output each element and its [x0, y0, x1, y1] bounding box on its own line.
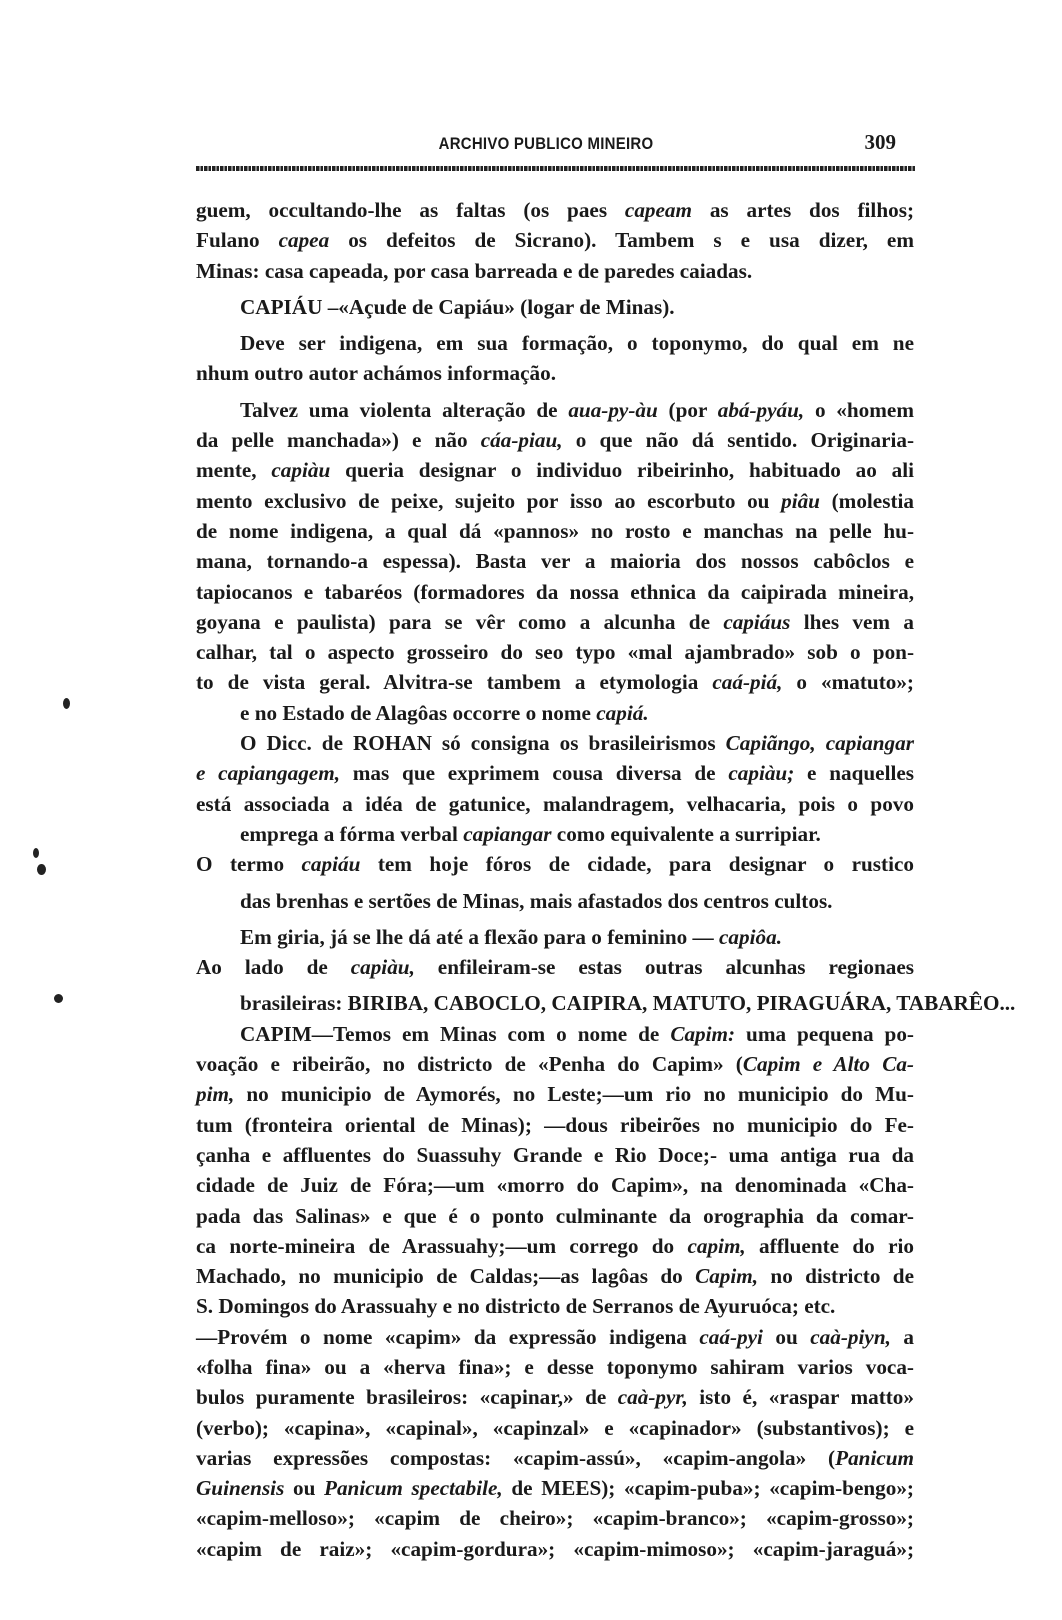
text-run: Em giria, já se lhe dá até a flexão para o feminino —: [240, 924, 720, 949]
text-run: de nome indigena, a qual dá «pannos» no rosto e manchas na pelle hu-: [196, 518, 914, 543]
text-line: [196, 328, 914, 358]
text-run: Minas: casa capeada, por casa barreada e de paredes caiadas.: [196, 258, 753, 283]
text-run: brasileiras: BIRIBA, CABOCLO, CAIPIRA, MATUTO, PIRAGUÁRA, TABARÊO...: [240, 991, 1016, 1016]
text-run: guem, occultando-lhe as faltas (os paes: [196, 198, 625, 222]
page-header: [196, 130, 896, 160]
text-line: [196, 395, 914, 425]
text-run: nhum outro autor achámos informação.: [196, 361, 557, 386]
italic-term: capiáu: [301, 852, 361, 877]
text-run: bulos puramente brasileiros: «capinar,» de: [196, 1385, 618, 1410]
italic-term: caà-pyr,: [617, 1385, 688, 1410]
text-run: os defeitos de Sicrano). Tambem s e usa dizer, em: [329, 228, 914, 253]
text-run: CAPIÁU –«Açude de Capiáu» (logar de Minas).: [240, 294, 675, 319]
text-line: [196, 728, 914, 758]
text-run: ca norte-mineira de Arassuahy;—um corrego do: [196, 1233, 688, 1258]
italic-term: caà-piyn,: [810, 1324, 891, 1349]
text-line: [196, 698, 914, 728]
text-run: Machado, no municipio de Caldas;—as lagôas do: [196, 1264, 696, 1289]
text-line: [196, 1352, 914, 1382]
text-line: [196, 1443, 914, 1473]
text-run: lhes vem a: [790, 609, 914, 634]
text-line: [196, 1413, 914, 1443]
text-run: Deve ser indigena, em sua formação, o toponymo, do qual em ne: [240, 331, 914, 356]
text-line: [196, 425, 914, 455]
text-line: [196, 988, 1016, 1018]
text-run: goyana e paulista) para se vêr como a alcunha de: [196, 609, 724, 634]
text-run: Talvez uma violenta alteração de: [240, 397, 569, 422]
text-run: çanha e affluentes do Suassuhy Grande e Rio Doce;- uma antiga rua da: [196, 1142, 914, 1167]
text-line: [196, 1291, 914, 1321]
text-run: ou: [762, 1324, 811, 1349]
text-run: «capim de raiz»; «capim-gordura»; «capim-mimoso»; «capim-jaraguá»;: [196, 1536, 914, 1561]
text-run: (verbo); «capina», «capinal», «capinzal» e «capinador» (substantivos); e: [196, 1415, 914, 1440]
text-line: [196, 1322, 914, 1352]
text-line: [196, 1110, 914, 1140]
text-line: [196, 1140, 914, 1170]
italic-term: piâu: [781, 488, 820, 513]
text-line: [196, 1231, 914, 1261]
text-run: enfileiram-se estas outras alcunhas regionaes: [414, 955, 914, 980]
text-line: [196, 1503, 914, 1533]
text-run: como equivalente a surripiar.: [551, 821, 821, 846]
text-run: (por: [657, 397, 718, 422]
text-line: [196, 1261, 914, 1291]
text-line: [196, 607, 914, 637]
text-line: [196, 1534, 914, 1564]
text-line: [196, 1049, 914, 1079]
text-line: [196, 886, 914, 916]
text-run: cidade de Juiz de Fóra;—um «morro do Capim», na denominada «Cha-: [196, 1173, 914, 1198]
text-run: o «matuto»;: [782, 670, 914, 695]
margin-mark: [54, 994, 63, 1003]
text-run: ou: [284, 1476, 324, 1501]
text-run: isto é, «raspar matto»: [687, 1385, 914, 1410]
italic-term: Capim,: [695, 1264, 759, 1289]
text-line: [196, 195, 914, 225]
text-run: e naquelles: [794, 761, 914, 786]
italic-term: capiáus: [723, 609, 791, 634]
text-line: [196, 256, 914, 286]
italic-term: abá-pyáu,: [717, 397, 805, 422]
text-run: varias expressões compostas: «capim-assú», «capim-angola» (: [196, 1445, 836, 1470]
italic-term: capim,: [687, 1233, 746, 1258]
text-run: CAPIM—Temos em Minas com o nome de: [240, 1021, 671, 1046]
text-run: mana, tornando-a espessa). Basta ver a maioria dos nossos cabôclos e: [196, 549, 914, 574]
text-run: mas que exprimem cousa diversa de: [340, 761, 729, 786]
text-run: queria designar o individuo ribeirinho, habituado ao ali: [330, 458, 914, 483]
italic-term: capiàu: [271, 458, 331, 483]
text-line: [196, 637, 914, 667]
text-run: as artes dos filhos;: [692, 198, 914, 222]
text-run: to de vista geral. Alvitra-se tambem a etymologia: [196, 670, 713, 695]
text-run: calhar, tal o aspecto grosseiro do seo typo «mal ajambrado» sob o pon-: [196, 640, 914, 665]
text-run: «folha fina» ou a «herva fina»; e desse toponymo sahiram varios voca-: [196, 1354, 914, 1379]
text-line: [196, 789, 914, 819]
page-number: 309: [864, 130, 896, 154]
header-rule: [196, 166, 916, 171]
text-line: [196, 758, 914, 788]
text-line: [196, 455, 914, 485]
text-run: (molestia: [819, 488, 914, 513]
margin-mark: [63, 698, 70, 709]
text-line: [196, 1201, 914, 1231]
text-line: [196, 577, 914, 607]
italic-term: capeam: [624, 198, 692, 222]
text-line: [196, 819, 914, 849]
text-run: —Provém o nome «capim» da expressão indigena: [196, 1324, 700, 1349]
margin-mark: [37, 864, 46, 875]
italic-term: capiá.: [596, 700, 649, 725]
text-line: [196, 1473, 914, 1503]
italic-term: capiàu;: [728, 761, 795, 786]
body-text: [196, 195, 1016, 1564]
italic-term: Panicum spectabile,: [324, 1476, 503, 1501]
text-line: [196, 922, 914, 952]
text-run: mente,: [196, 458, 272, 483]
italic-term: capiangar: [463, 821, 552, 846]
text-run: mento exclusivo de peixe, sujeito por isso ao escorbuto ou: [196, 488, 782, 513]
text-line: [196, 516, 914, 546]
running-title: ARCHIVO PUBLICO MINEIRO: [438, 134, 654, 153]
text-run: no municipio de Aymorés, no Leste;—um rio no municipio do Mu-: [234, 1082, 914, 1107]
text-run: a: [890, 1324, 914, 1349]
italic-term: caá-piá,: [712, 670, 783, 695]
text-line: [196, 952, 914, 982]
italic-term: pim,: [196, 1082, 235, 1107]
italic-term: Guinensis: [196, 1476, 285, 1501]
text-line: [196, 546, 914, 576]
text-line: [196, 225, 914, 255]
text-run: e no Estado de Alagôas occorre o nome: [240, 700, 597, 725]
text-run: O Dicc. de ROHAN só consigna os brasileirismos: [240, 731, 726, 756]
text-run: uma pequena po-: [735, 1021, 914, 1046]
text-run: o que não dá sentido. Originaria-: [562, 428, 915, 453]
text-line: [196, 486, 914, 516]
text-run: emprega a fórma verbal: [240, 821, 464, 846]
text-run: affluente do rio: [745, 1233, 914, 1258]
italic-term: Capiãngo, capiangar: [725, 731, 914, 756]
italic-term: capiàu,: [350, 955, 415, 980]
italic-term: e capiangagem,: [196, 761, 340, 786]
italic-term: aua-py-àu: [568, 397, 658, 422]
italic-term: Capim:: [670, 1021, 736, 1046]
text-run: da pelle manchada») e não: [196, 428, 481, 453]
text-run: tapiocanos e tabaréos (formadores da nossa ethnica da caipirada mineira,: [196, 579, 914, 604]
text-run: está associada a idéa de gatunice, malandragem, velhacaria, pois o povo: [196, 791, 914, 816]
italic-term: capea: [278, 228, 330, 253]
text-line: [196, 1019, 914, 1049]
italic-term: Capim e Alto Ca-: [742, 1052, 914, 1077]
text-line: [196, 849, 914, 879]
text-run: tum (fronteira oriental de Minas); —dous ribeirões no municipio do Fe-: [196, 1112, 914, 1137]
margin-mark: [33, 848, 39, 858]
text-run: o «homem: [804, 397, 914, 422]
text-line: [196, 1170, 914, 1200]
text-run: Ao lado de: [196, 955, 351, 980]
text-run: de MEES); «capim-puba»; «capim-bengo»;: [502, 1476, 914, 1501]
italic-term: cáa-piau,: [480, 428, 563, 453]
text-line: [196, 1079, 914, 1109]
text-run: Fulano: [196, 228, 279, 253]
text-line: [196, 667, 914, 697]
text-line: [196, 1382, 914, 1412]
text-run: tem hoje fóros de cidade, para designar o rustico: [360, 852, 914, 877]
text-run: S. Domingos do Arassuahy e no districto de Serranos de Ayuruóca; etc.: [196, 1294, 836, 1319]
text-run: «capim-melloso»; «capim de cheiro»; «capim-branco»; «capim-grosso»;: [196, 1506, 914, 1531]
italic-term: capiôa.: [719, 924, 782, 949]
italic-term: caá-pyi: [699, 1324, 763, 1349]
text-run: das brenhas e sertões de Minas, mais afastados dos centros cultos.: [240, 888, 833, 913]
text-run: O termo: [196, 852, 302, 877]
text-run: no districto de: [758, 1264, 914, 1289]
text-run: pada das Salinas» e que é o ponto culminante da orographia da comar-: [196, 1203, 914, 1228]
text-line: [196, 358, 914, 388]
text-run: voação e ribeirão, no districto de «Penha do Capim» (: [196, 1052, 743, 1077]
italic-term: Panicum: [835, 1445, 914, 1470]
text-line: [196, 292, 914, 322]
